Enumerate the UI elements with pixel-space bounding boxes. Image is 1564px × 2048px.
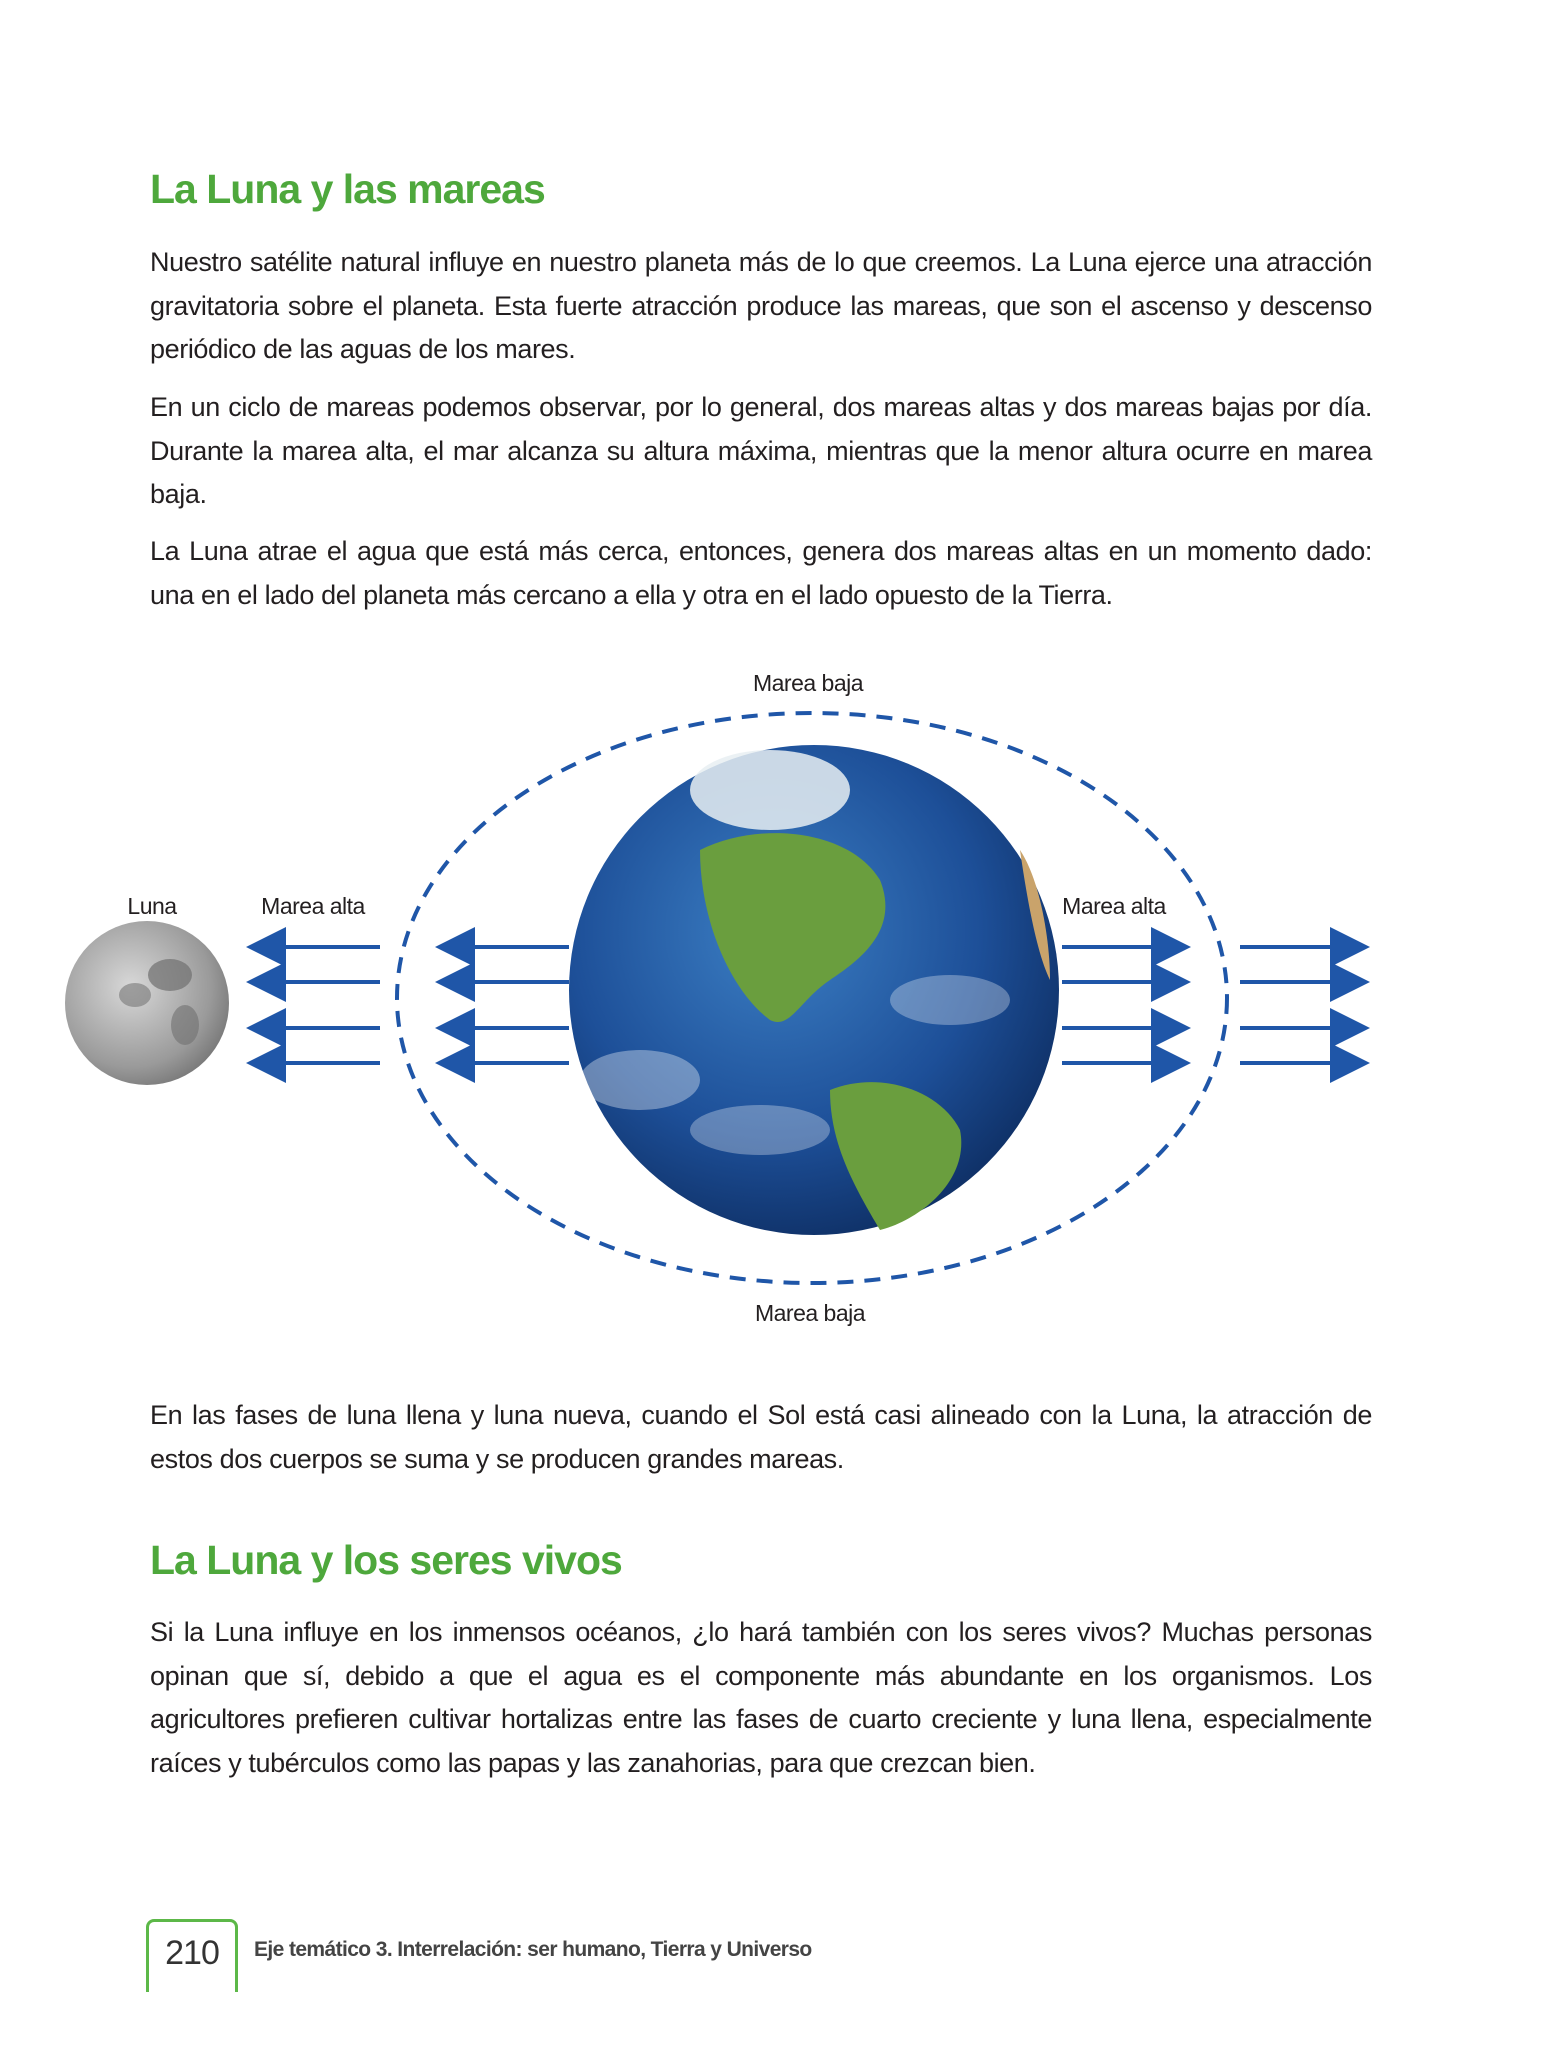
moon-image	[65, 921, 229, 1085]
page-number-box	[146, 1919, 238, 1992]
paragraph: En las fases de luna llena y luna nueva, cuando el Sol está casi alineado con la Luna, la atracción de estos dos cuerpos se suma y se producen grandes mareas.	[150, 1400, 1372, 1474]
paragraph: Nuestro satélite natural influye en nuestro planeta más de lo que creemos. La Luna ejerce una atracción gravitatoria sobre el planeta. Esta fuerte atracción produce las mareas, que son el ascenso y descenso periódico de las aguas de los mares.	[150, 247, 1372, 364]
footer-chapter: Eje temático 3. Interrelación: ser humano, Tierra y Universo	[254, 1938, 812, 1961]
page-number: 210	[165, 1934, 219, 1972]
paragraph: En un ciclo de mareas podemos observar, por lo general, dos mareas altas y dos mareas bajas por día. Durante la marea alta, el mar alcanza su altura máxima, mientras que la menor altura ocurre en marea baja.	[150, 392, 1372, 509]
earth-image	[569, 745, 1059, 1235]
label-moon: Luna	[127, 893, 177, 919]
section-title-tides: La Luna y las mareas	[150, 166, 545, 212]
label-high-tide-right: Marea alta	[1062, 893, 1166, 919]
label-high-tide-left: Marea alta	[261, 893, 365, 919]
paragraph: Si la Luna influye en los inmensos océanos, ¿lo hará también con los seres vivos? Muchas personas opinan que sí, debido a que el agua es el componente más abundante en los organismos. Los agricultores prefieren cultivar hortalizas entre las fases de cuarto creciente y luna llena, especialmente raíces y tubérculos como las papas y las zanahorias, para que crezcan bien.	[150, 1617, 1372, 1778]
label-low-tide-top: Marea baja	[752, 670, 864, 696]
section-title-living-beings: La Luna y los seres vivos	[150, 1537, 622, 1583]
label-low-tide-bottom: Marea baja	[754, 1300, 866, 1326]
paragraph: La Luna atrae el agua que está más cerca, entonces, genera dos mareas altas en un momento dado: una en el lado del planeta más cercano a ella y otra en el lado opuesto de la Tierra.	[150, 536, 1372, 610]
